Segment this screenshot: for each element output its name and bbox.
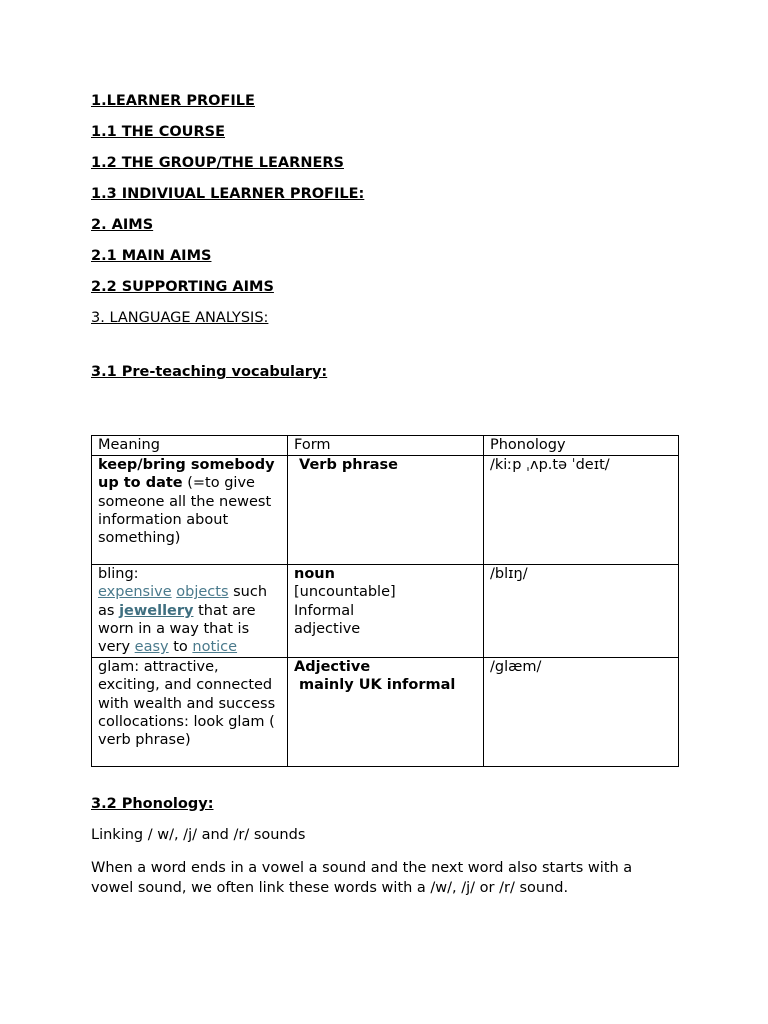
form-register: Informal: [294, 602, 355, 619]
heading-supporting-aims: 2.2 SUPPORTING AIMS: [91, 279, 274, 295]
document-headings: [91, 92, 691, 381]
header-form: Form: [288, 436, 484, 456]
heading-the-group: 1.2 THE GROUP/THE LEARNERS: [91, 155, 344, 171]
term-bling: bling:: [98, 566, 139, 583]
form-text: Verb phrase: [294, 457, 398, 474]
collocations-text: collocations: look glam ( verb phrase): [98, 713, 275, 749]
table-row: [92, 565, 679, 658]
heading-language-analysis: 3. LANGUAGE ANALYSIS:: [91, 310, 269, 326]
meaning-cell: [92, 658, 288, 767]
phonology-cell: /blɪŋ/: [484, 565, 679, 658]
form-cell: [288, 456, 484, 565]
phonology-cell: /kiːp ˌʌp.tə ˈdeɪt/: [484, 456, 679, 565]
heading-learner-profile: 1.LEARNER PROFILE: [91, 93, 255, 109]
definition-text: such as: [98, 584, 268, 619]
definition-text: that are worn in a way that is very: [98, 602, 256, 656]
meaning-cell: [92, 456, 288, 565]
definition-text: (=to give someone all the newest information about something): [98, 475, 272, 547]
table-row: [92, 658, 679, 767]
form-pos: noun: [294, 566, 335, 583]
header-phonology: Phonology: [484, 436, 679, 456]
vocabulary-table: [91, 435, 679, 767]
form-register: mainly UK informal: [294, 677, 456, 694]
form-countability: [uncountable]: [294, 584, 396, 601]
paragraph-linking: Linking / w/, /j/ and /r/ sounds: [91, 827, 306, 843]
phonology-cell: /glæm/: [484, 658, 679, 767]
heading-phonology: 3.2 Phonology:: [91, 796, 214, 812]
heading-pre-teaching-vocabulary: 3.1 Pre-teaching vocabulary:: [91, 364, 328, 380]
link-jewellery[interactable]: jewellery: [119, 602, 194, 619]
link-notice[interactable]: notice: [192, 639, 238, 656]
table-header-row: [92, 436, 679, 456]
form-cell: [288, 565, 484, 658]
form-extra: adjective: [294, 620, 361, 637]
heading-the-course: 1.1 THE COURSE: [91, 124, 225, 140]
heading-aims: 2. AIMS: [91, 217, 154, 233]
heading-individual-learner-profile: 1.3 INDIVIUAL LEARNER PROFILE:: [91, 186, 365, 202]
link-objects[interactable]: objects: [176, 584, 229, 601]
link-expensive[interactable]: expensive: [98, 584, 172, 601]
form-cell: [288, 658, 484, 767]
meaning-cell: bling: expensive objects such as jewellery that are worn in a way that is very easy to notice: [92, 565, 288, 658]
table-row: [92, 456, 679, 565]
header-meaning: Meaning: [92, 436, 288, 456]
heading-main-aims: 2.1 MAIN AIMS: [91, 248, 212, 264]
link-easy[interactable]: easy: [134, 639, 169, 656]
form-pos: Adjective: [294, 659, 371, 676]
definition-text: glam: attractive, exciting, and connected with wealth and success: [98, 659, 276, 712]
paragraph-explanation: When a word ends in a vowel a sound and the next word also starts with a vowel sound, we often link these words with a /w/, /j/ or /r/ sound.: [91, 860, 633, 896]
term-keep-bring: keep/bring somebody up to date: [98, 457, 275, 492]
